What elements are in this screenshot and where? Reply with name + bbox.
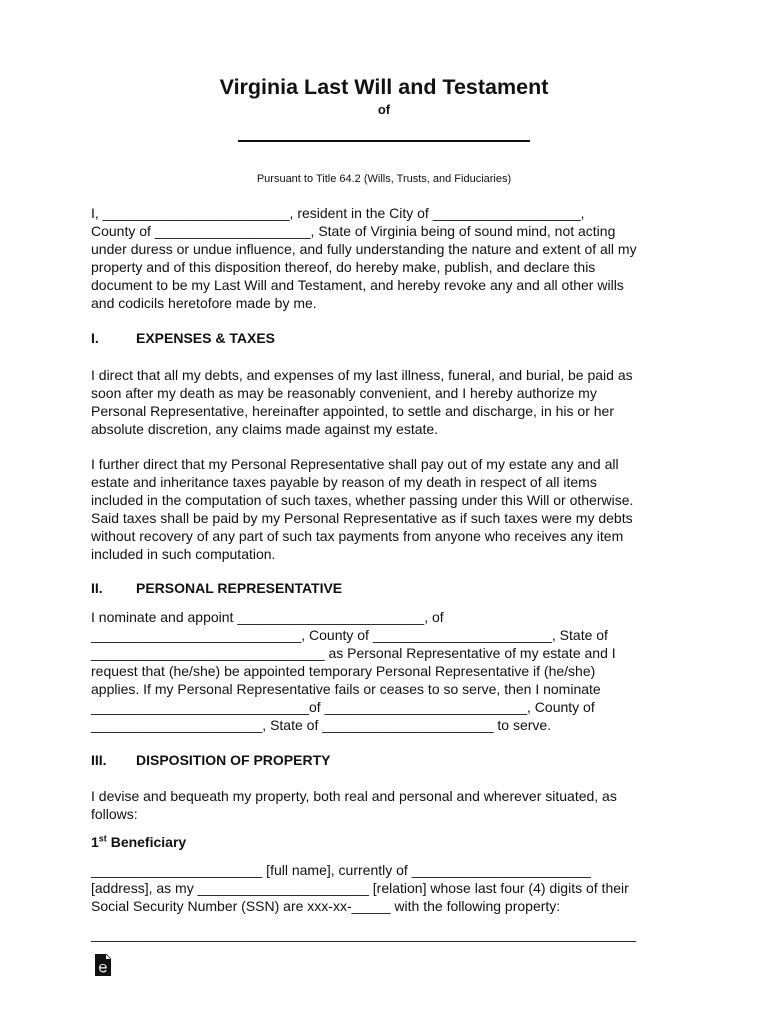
section-title: PERSONAL REPRESENTATIVE <box>136 580 343 596</box>
eforms-logo-icon <box>93 953 113 977</box>
first-beneficiary-heading <box>91 833 186 851</box>
paragraph-line: Social Security Number (SSN) are xxx-xx-_____ with the following property: <box>91 898 561 914</box>
section-title: DISPOSITION OF PROPERTY <box>136 752 331 768</box>
disposition-paragraph <box>91 787 691 823</box>
beneficiary-ordinal-suffix: st <box>98 833 107 844</box>
expenses-paragraph-1 <box>91 366 691 438</box>
paragraph-line: [address], as my ______________________ [relation] whose last four (4) digits of their <box>91 880 629 896</box>
paragraph-line: estate and inheritance taxes payable by reason of my death in respect of all items <box>91 474 597 490</box>
paragraph-line: ____________________________of __________________________, County of <box>91 699 595 715</box>
section-title: EXPENSES & TAXES <box>136 330 276 346</box>
section-heading-personal-representative <box>91 579 342 597</box>
intro-line: I, ________________________, resident in the City of ___________________, <box>91 205 585 221</box>
intro-line: document to be my Last Will and Testament, and hereby revoke any and all other wills <box>91 277 624 293</box>
paragraph-line: ______________________________ as Personal Representative of my estate and I <box>91 645 616 661</box>
paragraph-line: included in the computation of such taxes, whether passing under this Will or otherwise. <box>91 492 634 508</box>
intro-line: County of ____________________, State of Virginia being of sound mind, not acting <box>91 223 616 239</box>
section-heading-disposition <box>91 751 330 769</box>
personal-representative-paragraph <box>91 608 691 734</box>
paragraph-line: soon after my death as may be reasonably convenient, and I hereby authorize my <box>91 385 597 401</box>
section-number: III. <box>91 752 107 768</box>
paragraph-line: Personal Representative, hereinafter appointed, to settle and discharge, in his or her <box>91 403 614 419</box>
paragraph-line: included in such computation. <box>91 546 276 562</box>
intro-line: under duress or undue influence, and fully understanding the nature and extent of all my <box>91 241 637 257</box>
paragraph-line: without recovery of any part of such tax payments from anyone who receives any item <box>91 528 624 544</box>
intro-line: and codicils heretofore made by me. <box>91 295 317 311</box>
document-of-label: of <box>377 102 391 117</box>
intro-line: property and of this disposition thereof, do hereby make, publish, and declare this <box>91 259 596 275</box>
paragraph-line: ___________________________, County of _______________________, State of <box>91 627 608 643</box>
paragraph-line: absolute discretion, any claims made against my estate. <box>91 421 439 437</box>
paragraph-line: ______________________ [full name], currently of _______________________ <box>91 862 591 878</box>
paragraph-line: ______________________________________________________________________ <box>91 926 637 942</box>
beneficiary-number: 1 <box>91 834 99 850</box>
intro-paragraph <box>91 204 691 312</box>
paragraph-line: I further direct that my Personal Representative shall pay out of my estate any and all <box>91 456 619 472</box>
first-beneficiary-paragraph <box>91 861 691 943</box>
paragraph-line: ______________________, State of ______________________ to serve. <box>91 717 552 733</box>
paragraph-line: request that (he/she) be appointed temporary Personal Representative if (he/she) <box>91 663 596 679</box>
paragraph-line: I devise and bequeath my property, both real and personal and wherever situated, as <box>91 788 617 804</box>
testator-name-blank <box>238 140 530 142</box>
beneficiary-label: Beneficiary <box>106 834 187 850</box>
pursuant-statute: Pursuant to Title 64.2 (Wills, Trusts, and Fiduciaries) <box>256 173 512 185</box>
section-number: I. <box>91 330 99 346</box>
expenses-paragraph-2 <box>91 455 691 563</box>
paragraph-line: I direct that all my debts, and expenses of my last illness, funeral, and burial, be paid as <box>91 367 633 383</box>
section-heading-expenses <box>91 329 275 347</box>
document-title: Virginia Last Will and Testament <box>219 75 549 99</box>
section-number: II. <box>91 580 103 596</box>
paragraph-line: I nominate and appoint ________________________, of <box>91 609 444 625</box>
paragraph-line: Said taxes shall be paid by my Personal Representative as if such taxes were my debts <box>91 510 633 526</box>
paragraph-line: applies. If my Personal Representative fails or ceases to so serve, then I nominate <box>91 681 601 697</box>
paragraph-line: follows: <box>91 806 138 822</box>
